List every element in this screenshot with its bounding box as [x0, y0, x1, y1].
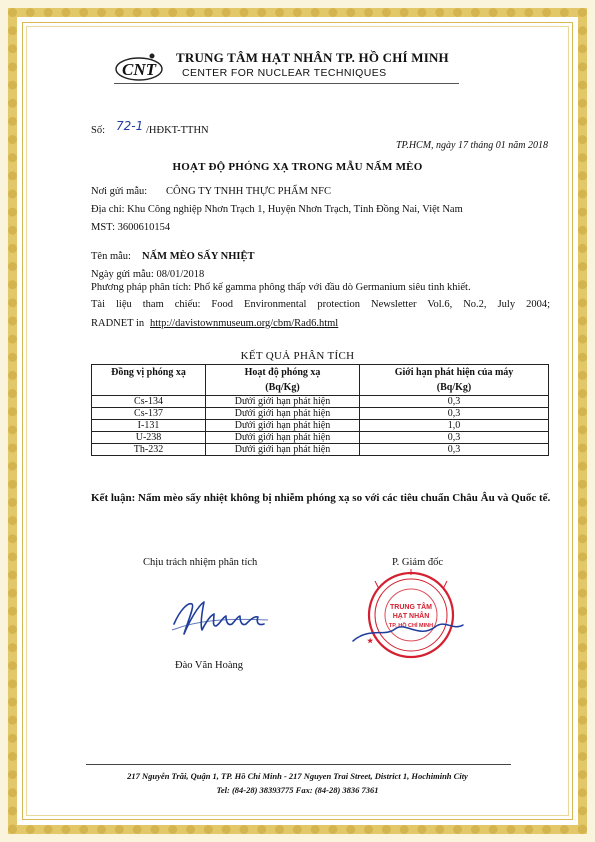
sample-name: NẤM MÈO SẤY NHIỆT	[142, 251, 255, 262]
official-seal	[349, 567, 469, 663]
cell-isotope: Cs-134	[92, 396, 206, 408]
signer-name: Đào Văn Hoàng	[175, 660, 244, 671]
table-header-row	[92, 365, 549, 396]
cell-isotope: U-238	[92, 432, 206, 444]
cell-limit: 0,3	[360, 444, 549, 456]
cell-isotope: Cs-137	[92, 408, 206, 420]
sender-label: Nơi gửi mẫu:	[91, 186, 148, 197]
cell-activity: Dưới giới hạn phát hiện	[206, 444, 360, 456]
sender-tax-code: MST: 3600610154	[91, 222, 171, 233]
logo-text: CNT	[122, 60, 156, 79]
analyst-title: Chịu trách nhiệm phân tích	[143, 557, 258, 568]
sample-label: Tên mẫu:	[91, 251, 131, 262]
radnet-link[interactable]: http://davistownmuseum.org/cbm/Rad6.html	[150, 318, 339, 329]
header-isotope: Đồng vị phóng xạ	[92, 365, 206, 396]
red-stamp	[367, 569, 453, 657]
header-divider	[114, 83, 459, 84]
cell-activity: Dưới giới hạn phát hiện	[206, 408, 360, 420]
radnet-label: RADNET in	[91, 318, 145, 329]
doc-number-handwritten: 72-1	[116, 119, 144, 133]
cell-limit: 0,3	[360, 396, 549, 408]
table-row	[92, 432, 549, 444]
sender-name: CÔNG TY TNHH THỰC PHẨM NFC	[166, 186, 331, 197]
cnt-logo	[114, 48, 164, 88]
conclusion: Kết luận: Nấm mèo sấy nhiệt không bị nhiễm phóng xạ so với các tiêu chuẩn Châu Âu và Quốc tế.	[91, 492, 551, 504]
svg-text:★: ★	[367, 638, 374, 645]
sender-address: Địa chỉ: Khu Công nghiệp Nhơn Trạch 1, Huyện Nhơn Trạch, Tỉnh Đồng Nai, Việt Nam	[91, 204, 463, 215]
reference-doc: Tài liệu tham chiếu: Food Environmental protection Newsletter Vol.6, No.2, July 2004;	[91, 299, 550, 310]
cell-limit: 0,3	[360, 432, 549, 444]
cell-limit: 1,0	[360, 420, 549, 432]
header-limit: Giới hạn phát hiện của máy (Bq/Kg)	[360, 365, 549, 396]
results-table	[91, 364, 549, 456]
cell-isotope: I-131	[92, 420, 206, 432]
table-row	[92, 408, 549, 420]
footer-address: 217 Nguyễn Trãi, Quận 1, TP. Hồ Chí Minh - 217 Nguyen Trai Street, District 1, Hochiminh City	[127, 771, 468, 781]
results-title: KẾT QUẢ PHÂN TÍCH	[240, 350, 355, 362]
table-row	[92, 420, 549, 432]
doc-number-label: Số:	[91, 125, 106, 136]
cell-limit: 0,3	[360, 408, 549, 420]
footer-divider	[86, 764, 511, 765]
cell-activity: Dưới giới hạn phát hiện	[206, 432, 360, 444]
svg-text:HẠT NHÂN: HẠT NHÂN	[392, 613, 430, 620]
table-row	[92, 444, 549, 456]
footer-contact: Tel: (84-28) 38393775 Fax: (84-28) 3836 7361	[216, 785, 379, 795]
svg-text:TP. HỒ CHÍ MINH: TP. HỒ CHÍ MINH	[388, 623, 434, 629]
cell-activity: Dưới giới hạn phát hiện	[206, 396, 360, 408]
svg-text:TRUNG TÂM: TRUNG TÂM	[390, 604, 432, 611]
analysis-method: Phương pháp phân tích: Phổ kế gamma phông thấp với đầu dò Germanium siêu tinh khiết.	[91, 282, 471, 293]
table-row	[92, 396, 549, 408]
doc-number-suffix: /HĐKT-TTHN	[146, 125, 209, 136]
org-name-vn: TRUNG TÂM HẠT NHÂN TP. HỒ CHÍ MINH	[176, 50, 449, 65]
org-name-en: CENTER FOR NUCLEAR TECHNIQUES	[182, 67, 387, 79]
handwritten-signature	[168, 590, 278, 640]
header-activity: Hoạt độ phóng xạ (Bq/Kg)	[206, 365, 360, 396]
cell-activity: Dưới giới hạn phát hiện	[206, 420, 360, 432]
doc-title: HOẠT ĐỘ PHÓNG XẠ TRONG MẪU NẤM MÈO	[172, 161, 423, 173]
director-title: P. Giám đốc	[392, 557, 444, 568]
doc-date: TP.HCM, ngày 17 tháng 01 năm 2018	[395, 140, 548, 151]
sample-sent-date: Ngày gửi mẫu: 08/01/2018	[91, 269, 205, 280]
cell-isotope: Th-232	[92, 444, 206, 456]
